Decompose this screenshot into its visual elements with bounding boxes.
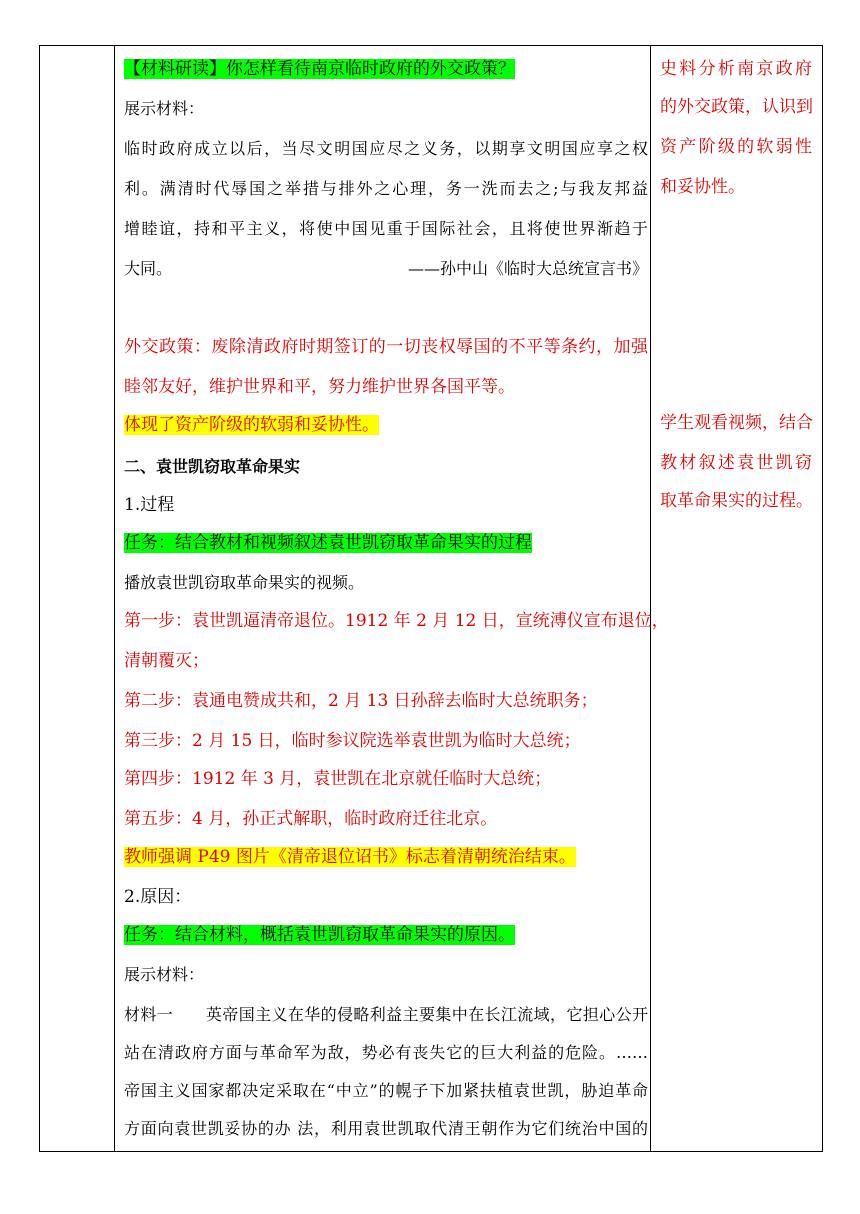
- step-line: 第二步：袁通电赞成共和，2 月 13 日孙辞去临时大总统职务；: [124, 691, 598, 711]
- material-line: 方面向袁世凯妥协的办 法，利用袁世凯取代清王朝作为它们统治中国的: [124, 1119, 648, 1138]
- step-line: 第一步：袁世凯逼清帝退位。1912 年 2 月 12 日，宣统溥仪宣布退位，: [124, 611, 669, 631]
- task-highlight: 任务：结合材料，概括袁世凯窃取革命果实的原因。: [124, 925, 515, 945]
- subsection-heading: 1.过程: [124, 495, 175, 515]
- column-divider-left: [114, 46, 115, 1151]
- column-divider-right: [650, 46, 651, 1151]
- task-line: [124, 924, 515, 946]
- step-line: 第三步：2 月 15 日，临时参议院选举袁世凯为临时大总统；: [124, 731, 581, 751]
- material-line: 帝国主义国家都决定采取在“中立”的幌子下加紧扶植袁世凯，胁迫革命: [124, 1081, 648, 1100]
- foreign-policy-line: 睦邻友好，维护世界和平，努力维护世界各国平等。: [124, 377, 515, 397]
- step-line: 第四步：1912 年 3 月，袁世凯在北京就任临时大总统；: [124, 769, 552, 789]
- quote-line: 增睦谊，持和平主义，将使中国见重于国际社会，且将使世界渐趋于: [124, 219, 648, 238]
- video-line: 播放袁世凯窃取革命果实的视频。: [124, 573, 365, 592]
- emphasis-highlight: 教师强调 P49 图片《清帝退位诏书》标志着清朝统治结束。: [124, 847, 576, 867]
- note-line: 学生观看视频，结合: [660, 413, 813, 433]
- subsection-heading: 2.原因：: [124, 887, 192, 907]
- material-line: 站在清政府方面与革命军为敌，势必有丧失它的巨大利益的危险。……: [124, 1043, 648, 1062]
- section-heading: 二、袁世凯窃取革命果实: [124, 457, 301, 476]
- note-line: 资产阶级的软弱性: [660, 137, 812, 157]
- quote-source: ——孙中山《临时大总统宣言书》: [407, 259, 648, 278]
- quote-line: 大同。: [124, 259, 173, 278]
- step-line: 清朝覆灭；: [124, 651, 209, 671]
- note-line: 史料分析南京政府: [660, 59, 812, 79]
- emphasis-line: [124, 846, 576, 868]
- task-highlight: 任务：结合教材和视频叙述袁世凯窃取革命果实的过程: [124, 533, 532, 553]
- question-prefix: 【材料研读】: [124, 59, 226, 79]
- quote-line: 利。满清时代辱国之举措与排外之心理，务一洗而去之;与我友邦益: [124, 179, 648, 198]
- material-question-highlight: [124, 59, 515, 79]
- material-question: [124, 58, 515, 80]
- quote-line: 临时政府成立以后，当尽文明国应尽之义务，以期享文明国应享之权: [124, 139, 648, 158]
- conclusion-highlight: 体现了资产阶级的软弱和妥协性。: [124, 415, 379, 435]
- note-line: 的外交政策，认识到: [660, 97, 813, 117]
- note-line: 取革命果实的过程。: [660, 491, 813, 511]
- note-line: 教材叙述袁世凯窃: [660, 453, 812, 473]
- lesson-table: [39, 45, 823, 1152]
- step-line: 第五步：4 月，孙正式解职，临时政府迁往北京。: [124, 809, 498, 829]
- show-material-label: 展示材料：: [124, 99, 205, 118]
- question-text: 你怎样看待南京临时政府的外交政策？: [226, 59, 515, 79]
- show-material-label: 展示材料：: [124, 965, 205, 984]
- material-line: 材料一 英帝国主义在华的侵略利益主要集中在长江流域，它担心公开: [124, 1005, 648, 1024]
- foreign-policy-line: 外交政策：废除清政府时期签订的一切丧权辱国的不平等条约，加强: [124, 337, 648, 357]
- task-line: [124, 532, 532, 554]
- conclusion-line: [124, 414, 379, 436]
- note-line: 和妥协性。: [660, 177, 745, 197]
